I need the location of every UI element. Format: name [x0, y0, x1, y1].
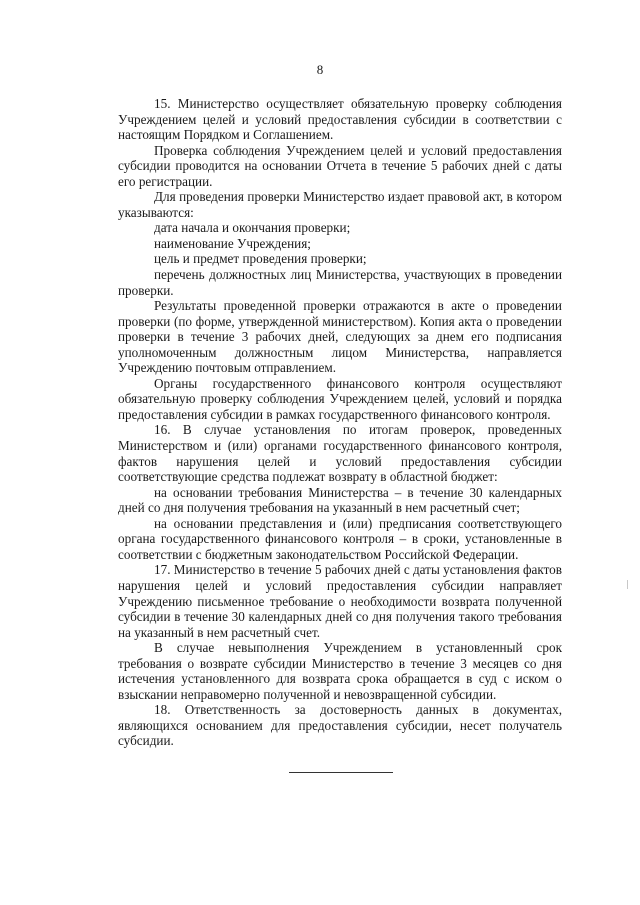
- paragraph-17: 17. Министерство в течение 5 рабочих дней с даты установления фактов нарушения целей и условий предоставления субсидии направляет Учреждению письменное требование о необходимости возврата полученной субсидии в течение 30 календарных дней со дня получения такого требования на указанный в нем расчетный счет.: [118, 562, 562, 640]
- paragraph-18: 18. Ответственность за достоверность данных в документах, являющихся основанием для предоставления субсидии, несет получатель субсидии.: [118, 702, 562, 749]
- end-divider-line: [289, 772, 393, 773]
- list-item-officials: перечень должностных лиц Министерства, участвующих в проведении проверки.: [118, 267, 562, 298]
- scan-artifact: [627, 580, 628, 589]
- paragraph-ministry-requirement: на основании требования Министерства – в течение 30 календарных дней со дня получения требования на указанный в нем расчетный счет;: [118, 484, 562, 516]
- paragraph-15: 15. Министерство осуществляет обязательную проверку соблюдения Учреждением целей и условий предоставления субсидии в соответствии с настоящим Порядком и Соглашением.: [118, 96, 562, 143]
- list-item-institution-name: наименование Учреждения;: [154, 235, 311, 251]
- paragraph-court-claim: В случае невыполнения Учреждением в установленный срок требования о возврате субсидии Министерство в течение 3 месяцев со дня истечения установленного для возврата срока обращается в суд с иском о взыскании неправомерно полученной и невозвращенной субсидии.: [118, 640, 562, 702]
- paragraph-control-body-order: на основании представления и (или) предписания соответствующего органа государственного финансового контроля – в сроки, установленные в соответствии с бюджетным законодательством Российской Федерации.: [118, 515, 562, 562]
- paragraph-financial-control: Органы государственного финансового контроля осуществляют обязательную проверку соблюдения Учреждением целей, условий и порядка предоставления субсидии в рамках государственного финансового контроля.: [118, 375, 562, 422]
- paragraph-verification-basis: Проверка соблюдения Учреждением целей и условий предоставления субсидии проводится на основании Отчета в течение 5 рабочих дней с даты его регистрации.: [118, 142, 562, 189]
- document-body: [118, 96, 562, 749]
- page-number: 8: [316, 62, 324, 77]
- list-item-dates: дата начала и окончания проверки;: [154, 220, 351, 236]
- list-item-purpose: цель и предмет проведения проверки;: [154, 251, 367, 267]
- paragraph-inspection-results: Результаты проведенной проверки отражаются в акте о проведении проверки (по форме, утвержденной министерством). Копия акта о проведении проверки в течение 3 рабочих дней, следующих за днем его подписания уполномоченным должностным лицом Министерства, направляется Учреждению почтовым отправлением.: [118, 298, 562, 376]
- paragraph-16: 16. В случае установления по итогам проверок, проведенных Министерством и (или) органами государственного финансового контроля, фактов нарушения целей и условий предоставления субсидии соответствующие средства подлежат возврату в областной бюджет:: [118, 422, 562, 485]
- paragraph-legal-act: Для проведения проверки Министерство издает правовой акт, в котором указываются:: [118, 189, 562, 220]
